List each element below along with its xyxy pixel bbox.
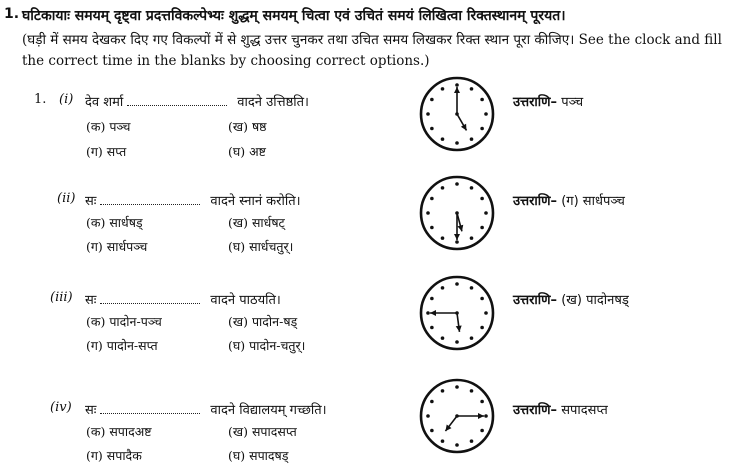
clock-hour-marker xyxy=(441,439,445,443)
clock-hour-marker xyxy=(480,127,484,131)
clock-hour-marker xyxy=(470,389,474,393)
clock-hour-marker xyxy=(455,282,459,286)
clock-hour-marker xyxy=(470,236,474,240)
clock-hour-marker xyxy=(455,83,459,87)
answer-blank xyxy=(127,97,227,106)
question-stem xyxy=(85,92,309,110)
clock-hour-marker xyxy=(470,286,474,290)
clock-hour-marker xyxy=(480,400,484,404)
clock-hour-marker xyxy=(480,98,484,102)
instruction-subtitle: (घड़ी में समय देखकर दिए गए विकल्पों में से शुद्ध उत्तर चुनकर तथा उचित समय लिखकर रिक्त स्थान पूरा कीजिए। See the clock and fill the correct time in the blanks by choosing correct options.) xyxy=(22,32,722,69)
clock-hour-marker xyxy=(441,286,445,290)
answer-line xyxy=(513,400,608,418)
clock-hour-marker xyxy=(455,141,459,145)
answer-label: उत्तराणि– xyxy=(513,95,558,110)
clock-hour-marker xyxy=(484,211,488,215)
clock-hour-marker xyxy=(430,98,434,102)
question-subject: सः xyxy=(85,194,97,209)
clock-hour-marker xyxy=(455,385,459,389)
clock-center xyxy=(455,311,459,315)
clock-hour-marker xyxy=(470,137,474,141)
clock-hour-marker xyxy=(430,197,434,201)
clock-hour-marker xyxy=(455,443,459,447)
question-stem xyxy=(85,290,281,308)
clock-icon xyxy=(418,274,496,352)
option-item: (ग) सप्त xyxy=(86,144,127,159)
question-subject: देव शर्मा xyxy=(85,95,124,110)
answer-value: सपादसप्त xyxy=(557,403,608,418)
clock-hour-marker xyxy=(426,311,430,315)
clock-hour-marker xyxy=(484,311,488,315)
clock-hour-marker xyxy=(470,439,474,443)
option-item: (घ) सपादषड् xyxy=(228,448,289,463)
question-roman-numeral: (ii) xyxy=(57,191,76,206)
question-number: 1. xyxy=(4,6,20,22)
question-item-number: 1. xyxy=(34,92,47,107)
clock-hour-marker xyxy=(441,389,445,393)
clock-hour-marker xyxy=(441,137,445,141)
question-subject: सः xyxy=(85,293,97,308)
option-item: (घ) अष्ट xyxy=(228,144,266,159)
option-item: (ख) पादोन-षड् xyxy=(228,314,298,329)
clock-hour-marker xyxy=(430,127,434,131)
question-roman-numeral: (iii) xyxy=(50,290,73,305)
answer-label: उत्तराणि– xyxy=(513,403,558,418)
option-item: (ग) सपादैक xyxy=(86,448,142,463)
clock-hour-marker xyxy=(484,112,488,116)
clock-hour-marker xyxy=(484,414,488,418)
question-verb: वादने पाठयति। xyxy=(210,293,281,308)
question-roman-numeral: (iv) xyxy=(50,400,72,415)
option-item: (ग) सार्धपञ्च xyxy=(86,239,148,254)
answer-line xyxy=(513,191,625,209)
option-item: (क) सार्धषड् xyxy=(86,215,143,230)
clock-hour-marker xyxy=(441,186,445,190)
option-item: (ख) सार्धषट् xyxy=(228,215,285,230)
clock-hour-marker xyxy=(470,336,474,340)
clock-hour-marker xyxy=(470,186,474,190)
question-stem xyxy=(85,191,301,209)
clock-center xyxy=(455,112,459,116)
clock-hour-marker xyxy=(480,326,484,330)
answer-label: उत्तराणि– xyxy=(513,293,558,308)
clock-hour-marker xyxy=(480,226,484,230)
clock-hour-marker xyxy=(430,429,434,433)
clock-hour-marker xyxy=(480,297,484,301)
clock-hour-marker xyxy=(455,340,459,344)
option-item: (क) सपादअष्ट xyxy=(86,424,152,439)
clock-hour-marker xyxy=(480,197,484,201)
question-verb: वादने स्नानं करोति। xyxy=(210,194,301,209)
clock-icon xyxy=(418,174,496,252)
answer-line xyxy=(513,290,629,308)
answer-blank xyxy=(100,295,200,304)
option-item: (क) पादोन-पञ्च xyxy=(86,314,162,329)
clock-hour-marker xyxy=(430,297,434,301)
clock-center xyxy=(455,414,459,418)
answer-value: (ख) पादोनषड् xyxy=(557,293,629,308)
option-item: (घ) पादोन-चतुर्। xyxy=(228,338,306,353)
clock-hour-marker xyxy=(441,87,445,91)
clock-hour-marker xyxy=(455,182,459,186)
question-roman-numeral: (i) xyxy=(59,92,74,107)
answer-line xyxy=(513,92,583,110)
clock-hour-marker xyxy=(430,226,434,230)
option-item: (क) पञ्च xyxy=(86,119,131,134)
answer-label: उत्तराणि– xyxy=(513,194,558,209)
clock-hour-marker xyxy=(426,112,430,116)
clock-hour-marker xyxy=(430,400,434,404)
clock-center xyxy=(455,211,459,215)
clock-hour-marker xyxy=(426,414,430,418)
clock-hour-marker xyxy=(430,326,434,330)
answer-value: पञ्च xyxy=(557,95,584,110)
clock-hour-marker xyxy=(441,336,445,340)
option-item: (ख) षष्ठ xyxy=(228,119,267,134)
clock-icon xyxy=(418,377,496,455)
option-item: (घ) सार्धचतुर्। xyxy=(228,239,294,254)
clock-hour-marker xyxy=(441,236,445,240)
clock-hour-marker xyxy=(455,240,459,244)
question-verb: वादने उत्तिष्ठति। xyxy=(237,95,309,110)
clock-hour-marker xyxy=(480,429,484,433)
option-item: (ख) सपादसप्त xyxy=(228,424,297,439)
question-subject: सः xyxy=(85,403,97,418)
option-item: (ग) पादोन-सप्त xyxy=(86,338,158,353)
answer-blank xyxy=(100,196,200,205)
clock-hour-marker xyxy=(426,211,430,215)
answer-blank xyxy=(100,405,200,414)
clock-hour-marker xyxy=(470,87,474,91)
question-verb: वादने विद्यालयम् गच्छति। xyxy=(210,403,327,418)
instruction-title: घटिकायाः समयम् दृष्ट्वा प्रदत्तविकल्पेभ्यः शुद्धम् समयम् चित्वा एवं उचितं समयं लिखित्वा रिक्तस्थानम् पूरयत। xyxy=(22,8,566,24)
question-stem xyxy=(85,400,327,418)
clock-icon xyxy=(418,75,496,153)
answer-value: (ग) सार्धपञ्च xyxy=(557,194,625,209)
